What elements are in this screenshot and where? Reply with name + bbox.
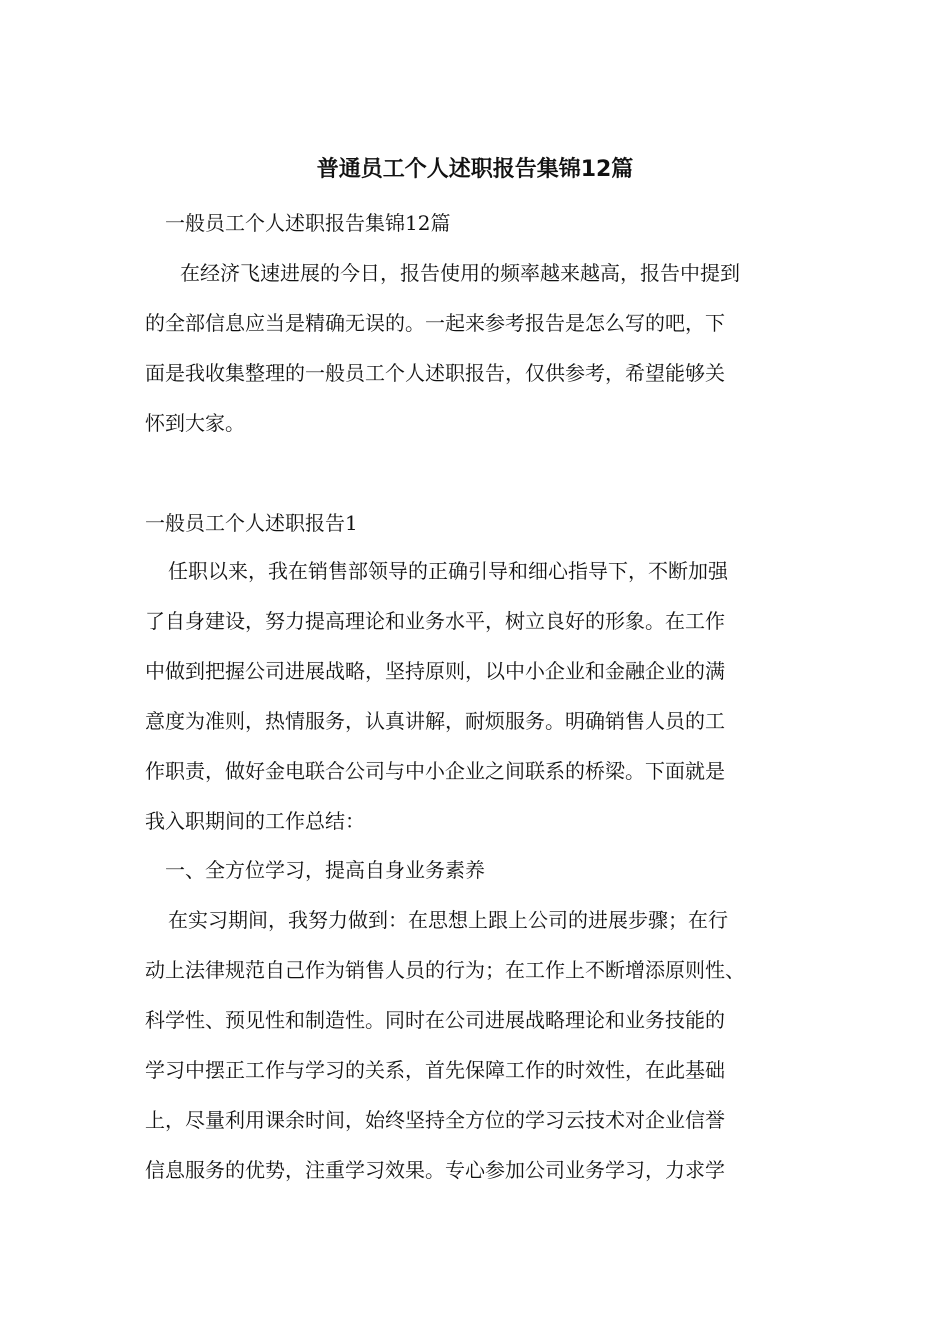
paragraph-line: 我入职期间的工作总结： [145,809,365,833]
intro-line: 的全部信息应当是精确无误的。一起来参考报告是怎么写的吧，下 [145,311,725,335]
paragraph-line: 了自身建设，努力提高理论和业务水平，树立良好的形象。在工作 [145,609,725,633]
paragraph-line: 在实习期间，我努力做到：在思想上跟上公司的进展步骤；在行 [168,908,728,932]
paragraph-line: 科学性、预见性和制造性。同时在公司进展战略理论和业务技能的 [145,1008,725,1032]
paragraph-line: 中做到把握公司进展战略，坚持原则，以中小企业和金融企业的满 [145,659,725,683]
paragraph-line: 任职以来，我在销售部领导的正确引导和细心指导下，不断加强 [168,559,728,583]
paragraph-line: 意度为准则，热情服务，认真讲解，耐烦服务。明确销售人员的工 [145,709,725,733]
intro-line: 面是我收集整理的一般员工个人述职报告，仅供参考，希望能够关 [145,361,725,385]
document-title: 普通员工个人述职报告集锦12篇 [316,157,634,182]
intro-line: 在经济飞速进展的今日，报告使用的频率越来越高，报告中提到 [180,261,740,285]
paragraph-line: 上，尽量利用课余时间，始终坚持全方位的学习云技术对企业信誉 [145,1108,725,1132]
intro-line: 怀到大家。 [145,411,245,435]
paragraph-line: 作职责，做好金电联合公司与中小企业之间联系的桥梁。下面就是 [145,759,725,783]
subheading: 一、全方位学习，提高自身业务素养 [165,858,485,882]
section-heading: 一般员工个人述职报告1 [145,511,358,535]
document-subtitle: 一般员工个人述职报告集锦12篇 [165,211,451,235]
paragraph-line: 信息服务的优势，注重学习效果。专心参加公司业务学习，力求学 [145,1158,725,1182]
paragraph-line: 学习中摆正工作与学习的关系，首先保障工作的时效性，在此基础 [145,1058,725,1082]
paragraph-line: 动上法律规范自己作为销售人员的行为；在工作上不断增添原则性、 [145,958,745,982]
